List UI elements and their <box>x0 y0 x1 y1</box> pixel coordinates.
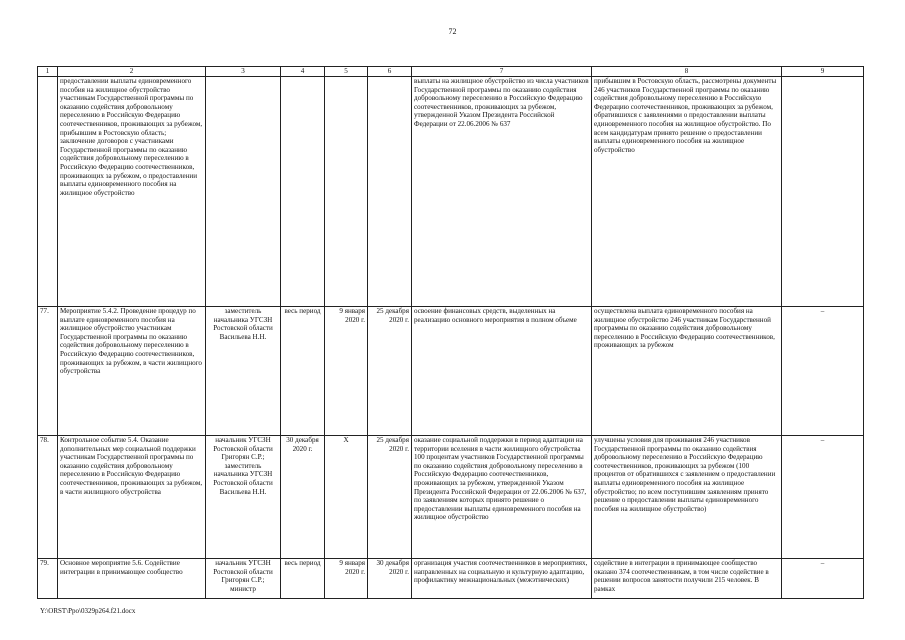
table-row <box>38 559 864 599</box>
row-number <box>38 77 58 307</box>
column-number-row <box>38 67 864 77</box>
expected-result-cell: освоение финансовых средств, выделенных на реализацию основного мероприятия в полном объеме <box>412 307 592 436</box>
actual-result-cell: осуществлена выплата единовременного пособия на жилищное обустройство 246 участникам Государственной программы по оказанию содействия добровольному переселению в Российскую Федерацию соотечественников, проживающих за рубежом <box>592 307 782 436</box>
start-date-cell: 9 января 2020 г. <box>325 559 368 599</box>
column-number: 2 <box>58 67 206 77</box>
end-date-cell <box>368 77 412 307</box>
row-number: 79. <box>38 559 58 599</box>
column-number: 4 <box>281 67 325 77</box>
column-number: 7 <box>412 67 592 77</box>
end-date-cell: 25 декабря 2020 г. <box>368 436 412 559</box>
table-row <box>38 307 864 436</box>
column-number: 5 <box>325 67 368 77</box>
responsible-cell <box>206 77 281 307</box>
note-cell: – <box>782 559 864 599</box>
note-cell: – <box>782 307 864 436</box>
event-cell: Основное мероприятие 5.6. Содействие интеграции в принимающее сообщество <box>58 559 206 599</box>
actual-result-cell: прибывшим в Ростовскую область, рассмотрены документы 246 участников Государственной программы по оказанию содействия добровольному переселению в Российскую Федерацию соотечественников, проживающих за рубежом, обратившихся с заявлениями о предоставлении выплаты единовременного пособия на жилищное обустройство. По всем кандидатурам принято решение о предоставлении выплаты единовременного пособия на жилищное обустройство <box>592 77 782 307</box>
report-table <box>37 66 864 599</box>
column-number: 3 <box>206 67 281 77</box>
footer-file-path: Y:\ORST\Ppo\0329p264.f21.docx <box>40 607 136 615</box>
period-cell: 30 декабря 2020 г. <box>281 436 325 559</box>
responsible-cell: начальник УГСЗН Ростовской области Григорян С.Р.; министр <box>206 559 281 599</box>
actual-result-cell: улучшены условия для проживания 246 участников Государственной программы по оказанию содействия добровольному переселению в Российскую Федерацию соотечественников, проживающих за рубежом (100 процентов от обратившихся с заявлением о предоставлении выплаты единовременного пособия на жилищное обустройство; по всем поступившим заявлениям принято решение о предоставлении выплаты единовременного пособия на жилищное обустройство) <box>592 436 782 559</box>
responsible-cell: начальник УГСЗН Ростовской области Григорян С.Р.; заместитель начальника УГСЗН Ростовской области Васильева Н.Н. <box>206 436 281 559</box>
column-number: 9 <box>782 67 864 77</box>
table-row <box>38 77 864 307</box>
start-date-cell: Х <box>325 436 368 559</box>
expected-result-cell: организация участия соотечественников в мероприятиях, направленных на социальную и культурную адаптацию, профилактику межнациональных (межэтнических) <box>412 559 592 599</box>
row-number: 78. <box>38 436 58 559</box>
column-number: 6 <box>368 67 412 77</box>
period-cell <box>281 77 325 307</box>
actual-result-cell: содействие в интеграции в принимающее сообщество оказано 374 соотечественникам, в том числе содействие в решении вопросов занятости получили 215 человек. В рамках <box>592 559 782 599</box>
end-date-cell: 25 декабря 2020 г. <box>368 307 412 436</box>
responsible-cell: заместитель начальника УГСЗН Ростовской области Васильева Н.Н. <box>206 307 281 436</box>
start-date-cell: 9 января 2020 г. <box>325 307 368 436</box>
column-number: 8 <box>592 67 782 77</box>
table-row <box>38 436 864 559</box>
note-cell <box>782 77 864 307</box>
expected-result-cell: выплаты на жилищное обустройство из числа участников Государственной программы по оказанию содействия добровольному переселению в Российскую Федерацию соотечественников, проживающих за рубежом, утвержденной Указом Президента Российской Федерации от 22.06.2006 № 637 <box>412 77 592 307</box>
period-cell: весь период <box>281 559 325 599</box>
page-number: 72 <box>448 27 457 36</box>
event-cell: Мероприятие 5.4.2. Проведение процедур по выплате единовременного пособия на жилищное обустройство участникам Государственной программы по оказанию содействия добровольному переселению в Российскую Федерацию соотечественников, проживающих за рубежом, в части жилищного обустройства <box>58 307 206 436</box>
event-cell: предоставлении выплаты единовременного пособия на жилищное обустройство участникам Государственной программы по оказанию содействия добровольному переселению в Российскую Федерацию соотечественников, проживающих за рубежом, прибывшим в Ростовскую область; заключение договоров с участниками Государственной программы по оказанию содействия добровольному переселению в Российскую Федерацию соотечественников, проживающих за рубежом, о предоставлении выплаты единовременного пособия на жилищное обустройство <box>58 77 206 307</box>
period-cell: весь период <box>281 307 325 436</box>
note-cell: – <box>782 436 864 559</box>
column-number: 1 <box>38 67 58 77</box>
start-date-cell <box>325 77 368 307</box>
expected-result-cell: оказание социальной поддержки в период адаптации на территории вселения в части жилищного обустройства 100 процентам участников Государственной программы по оказанию содействия добровольному переселению в Российскую Федерацию соотечественников, проживающих за рубежом, утвержденной Указом Президента Российской Федерации от 22.06.2006 № 637, по заявлениям которых принято решение о предоставлении выплаты единовременного пособия на жилищное обустройство <box>412 436 592 559</box>
event-cell: Контрольное событие 5.4. Оказание дополнительных мер социальной поддержки участникам Государственной программы по оказанию содействия добровольному переселению в Российскую Федерацию соотечественников, проживающих за рубежом, в части жилищного обустройства <box>58 436 206 559</box>
end-date-cell: 30 декабря 2020 г. <box>368 559 412 599</box>
row-number: 77. <box>38 307 58 436</box>
